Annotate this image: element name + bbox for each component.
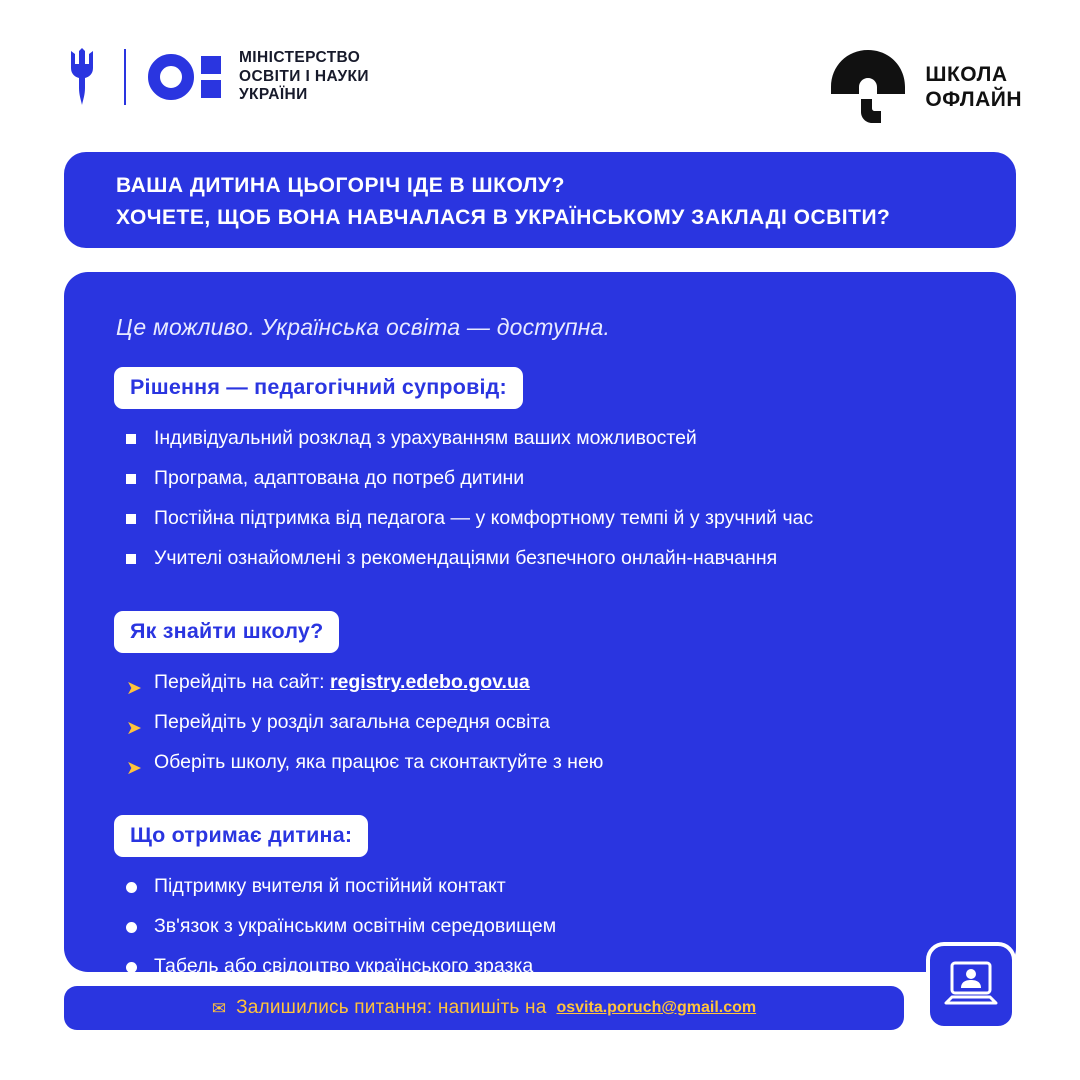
online-teacher-badge <box>926 942 1016 1030</box>
ministry-title <box>239 49 369 105</box>
list-item-label: Перейдіть на сайт: <box>154 671 330 693</box>
list-item <box>108 709 976 739</box>
find-school-list <box>108 669 976 779</box>
ministry-of-education-logo <box>62 48 369 106</box>
ministry-title-line-3: УКРАЇНИ <box>239 86 308 104</box>
mon-emblem-squares <box>201 56 221 98</box>
round-bullet-icon <box>126 882 137 893</box>
list-item <box>108 913 976 939</box>
list-item-label: Перейдіть у розділ загальна середня освіта <box>154 711 551 733</box>
square-bullet-icon <box>126 514 136 524</box>
list-item <box>108 953 976 979</box>
ministry-title-line-2: ОСВІТИ І НАУКИ <box>239 67 369 85</box>
list-item <box>108 669 976 699</box>
logo-divider <box>124 49 126 105</box>
headline-banner <box>64 152 1016 248</box>
mon-emblem-icon <box>148 54 221 100</box>
list-item-label: Індивідуальний розклад з урахуванням ваших можливостей <box>154 427 697 449</box>
contact-text: Залишились питання: напишіть на <box>236 997 547 1018</box>
arrow-bullet-icon: ➤ <box>126 718 142 739</box>
section-title-find-school: Як знайти школу? <box>114 611 339 653</box>
list-item <box>108 749 976 779</box>
contact-bar <box>64 986 904 1030</box>
list-item-label: Табель або свідоцтво українського зразка <box>154 955 534 977</box>
list-item <box>108 873 976 899</box>
list-item <box>108 545 976 571</box>
brand-title-line-1: ШКОЛА <box>925 63 1008 86</box>
solution-list <box>108 425 976 571</box>
email-link[interactable]: osvita.poruch@gmail.com <box>556 999 757 1016</box>
brand-title <box>925 62 1022 112</box>
shkola-oflain-logo <box>825 44 1022 130</box>
list-item <box>108 465 976 491</box>
square-bullet-icon <box>126 474 136 484</box>
section-title-child-gets: Що отримає дитина: <box>114 815 368 857</box>
list-item-label: Учителі ознайомлені з рекомендаціями безпечного онлайн-навчання <box>154 547 778 569</box>
arrow-bullet-icon: ➤ <box>126 678 142 699</box>
intro-text: Це можливо. Українська освіта — доступна. <box>116 314 611 340</box>
mon-emblem-ring <box>148 54 194 100</box>
header <box>0 44 1080 134</box>
headline-line-1: ВАША ДИТИНА ЦЬОГОРІЧ ІДЕ В ШКОЛУ? <box>116 174 565 197</box>
tryzub-icon <box>62 48 102 106</box>
square-bullet-icon <box>126 554 136 564</box>
ministry-title-line-1: МІНІСТЕРСТВО <box>239 49 361 67</box>
section-title-solution: Рішення — педагогічний супровід: <box>114 367 523 409</box>
brand-title-line-2: ОФЛАЙН <box>925 88 1022 111</box>
list-item-label: Постійна підтримка від педагога — у комфортному темпі й у зручний час <box>154 507 814 529</box>
arrow-bullet-icon: ➤ <box>126 758 142 779</box>
headline-line-2: ХОЧЕТЕ, ЩОБ ВОНА НАВЧАЛАСЯ В УКРАЇНСЬКОМУ ЗАКЛАДІ ОСВІТИ? <box>116 206 891 229</box>
list-item-label: Зв'язок з українським освітнім середовищем <box>154 915 557 937</box>
content-card <box>64 272 1016 977</box>
list-item-label: Програма, адаптована до потреб дитини <box>154 467 525 489</box>
round-bullet-icon <box>126 962 137 973</box>
registry-link[interactable]: registry.edebo.gov.ua <box>329 671 530 693</box>
list-item <box>108 425 976 451</box>
umbrella-icon <box>825 44 911 130</box>
online-teacher-icon <box>942 959 1000 1013</box>
child-gets-list <box>108 873 976 979</box>
envelope-icon: ✉ <box>211 998 227 1018</box>
list-item-label: Підтримку вчителя й постійний контакт <box>154 875 506 897</box>
list-item-label: Оберіть школу, яка працює та сконтактуйте з нею <box>154 751 604 773</box>
square-bullet-icon <box>126 434 136 444</box>
round-bullet-icon <box>126 922 137 933</box>
list-item <box>108 505 976 531</box>
